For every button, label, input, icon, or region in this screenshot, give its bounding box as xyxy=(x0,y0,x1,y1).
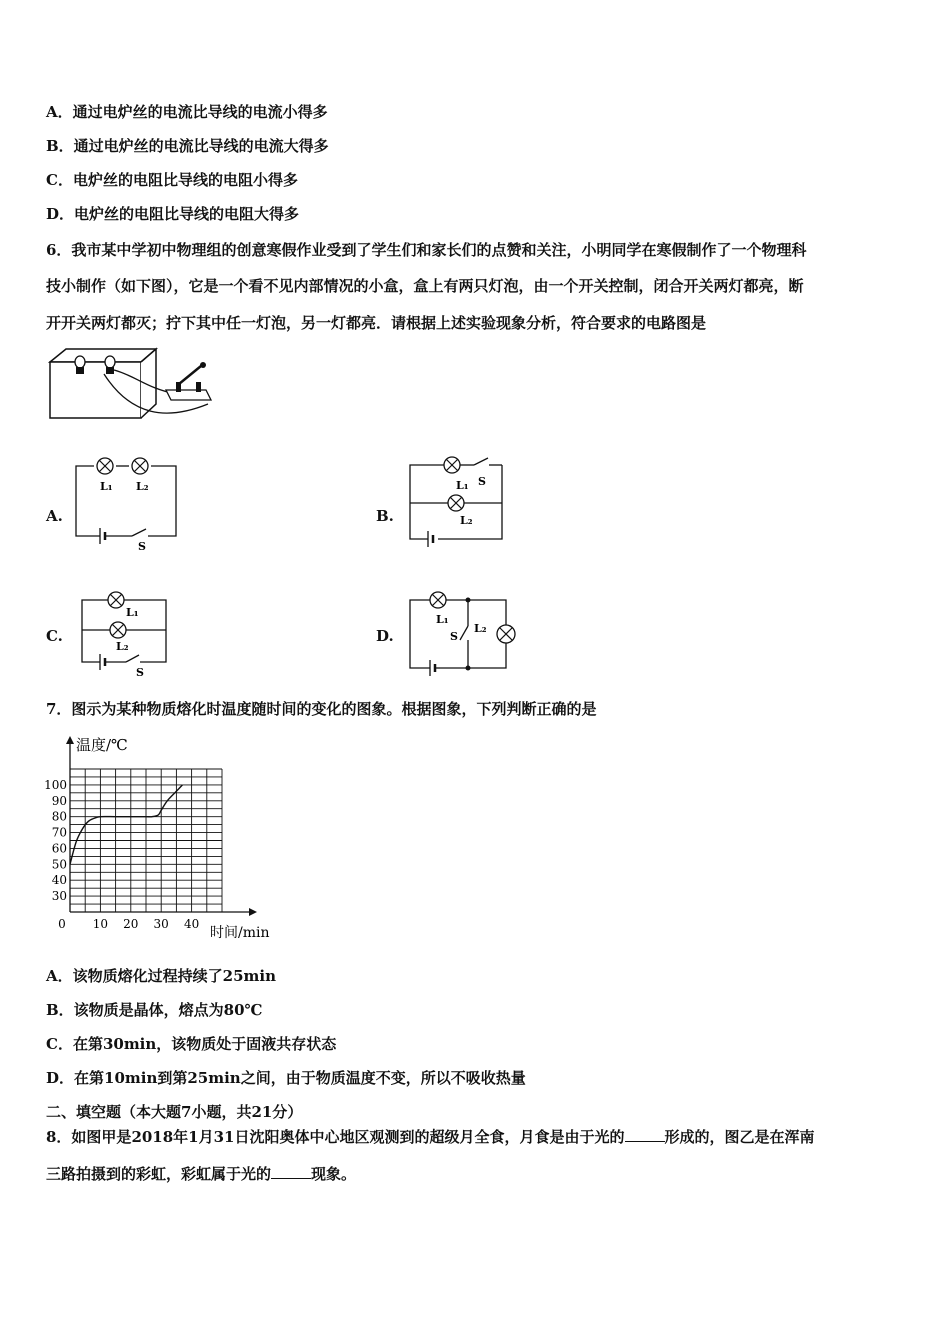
q6-option-b-label: B. xyxy=(376,507,394,525)
q6-option-a-label: A. xyxy=(46,507,63,525)
q5-option-b: B．通过电炉丝的电流比导线的电流大得多 xyxy=(46,137,329,155)
battery-icon xyxy=(428,531,433,547)
lamp-l1-label: L₁ xyxy=(126,606,139,619)
melting-chart xyxy=(40,730,290,945)
q7-stem: 7．图示为某种物质熔化时温度随时间的变化的图象。根据图象，下列判断正确的是 xyxy=(46,700,597,718)
q8-line2 xyxy=(46,1163,356,1185)
x-tick-label: 0 xyxy=(58,917,66,931)
q8-blank-2[interactable] xyxy=(271,1164,311,1179)
x-tick-label: 40 xyxy=(183,917,200,931)
q6-option-c-label: C. xyxy=(46,627,63,645)
y-tick-label: 70 xyxy=(51,825,67,840)
q5-option-d: D．电炉丝的电阻比导线的电阻大得多 xyxy=(46,205,300,223)
q7-option-c: C．在第30min，该物质处于固液共存状态 xyxy=(46,1035,337,1053)
y-axis-label: 温度/℃ xyxy=(76,736,128,754)
lamp-l1-icon xyxy=(444,457,460,473)
chart-grid xyxy=(70,769,222,912)
switch-label: S xyxy=(138,540,146,553)
y-axis-arrow xyxy=(66,736,74,744)
x-tick-label: 10 xyxy=(92,917,109,931)
switch-icon xyxy=(126,655,139,662)
lamp-l2-label: L₂ xyxy=(116,640,129,653)
q8-blank-1[interactable] xyxy=(625,1127,665,1142)
lamp-l1-label: L₁ xyxy=(100,480,113,493)
q5-option-a: A．通过电炉丝的电流比导线的电流小得多 xyxy=(46,103,328,121)
q8-line1-part1: 8．如图甲是2018年1月31日沈阳奥体中心地区观测到的超级月全食，月食是由于光的 xyxy=(46,1128,625,1146)
q6-stem-line1: 6．我市某中学初中物理组的创意寒假作业受到了学生们和家长们的点赞和关注，小明同学在寒假制作了一个物理科 xyxy=(46,241,807,259)
knife-switch-icon xyxy=(166,362,211,400)
lamp-l1-icon xyxy=(97,458,113,474)
lamp-l2-icon xyxy=(132,458,148,474)
battery-icon xyxy=(100,654,105,670)
x-axis-label: 时间/min xyxy=(210,925,270,941)
q6-box-figure xyxy=(46,346,221,426)
battery-icon xyxy=(430,660,435,676)
y-tick-label: 60 xyxy=(51,841,67,856)
switch-label: S xyxy=(478,475,486,488)
lamp-l2-label: L₂ xyxy=(136,480,149,493)
q6-stem-line3: 开开关两灯都灭；拧下其中任一灯泡，另一灯都亮．请根据上述实验现象分析，符合要求的电路图是 xyxy=(46,314,707,332)
y-tick-label: 90 xyxy=(51,793,67,808)
q7-option-b: B．该物质是晶体，熔点为80℃ xyxy=(46,1001,263,1019)
section-heading: 二、填空题（本大题7小题，共21分） xyxy=(46,1103,303,1121)
q6-option-d-label: D. xyxy=(376,627,394,645)
lamp-l2-icon xyxy=(497,625,515,643)
lamp-l2-icon xyxy=(110,622,126,638)
x-tick-label: 30 xyxy=(153,917,169,931)
y-tick-label: 50 xyxy=(51,857,67,872)
q5-option-c: C．电炉丝的电阻比导线的电阻小得多 xyxy=(46,171,298,189)
lamp-l1-icon xyxy=(430,592,446,608)
q7-option-d: D．在第10min到第25min之间，由于物质温度不变，所以不吸收热量 xyxy=(46,1069,526,1087)
lamp-l2-label: L₂ xyxy=(474,622,487,635)
y-tick-label: 80 xyxy=(51,809,67,824)
y-tick-label: 100 xyxy=(44,777,67,792)
switch-icon xyxy=(132,529,146,536)
q6-circuit-d xyxy=(404,590,529,682)
q7-option-a: A．该物质熔化过程持续了25min xyxy=(46,967,276,985)
switch-label: S xyxy=(450,630,458,643)
box-bulb-right-icon xyxy=(105,356,115,374)
lamp-l1-icon xyxy=(108,592,124,608)
lamp-l2-icon xyxy=(448,495,464,511)
y-tick-label: 40 xyxy=(51,873,67,888)
y-tick-label: 30 xyxy=(51,889,67,904)
battery-icon xyxy=(100,528,105,544)
q6-circuit-c xyxy=(78,590,173,682)
q8-line2-part2: 现象。 xyxy=(311,1165,357,1183)
lamp-l1-label: L₁ xyxy=(436,613,449,626)
switch-icon xyxy=(474,458,488,465)
q8-line1 xyxy=(46,1126,815,1148)
x-tick-label: 20 xyxy=(123,917,139,931)
q6-circuit-a xyxy=(72,456,182,552)
box-bulb-left-icon xyxy=(75,356,85,374)
q8-line2-part1: 三路拍摄到的彩虹，彩虹属于光的 xyxy=(46,1165,272,1183)
q6-circuit-b xyxy=(404,455,509,551)
switch-label: S xyxy=(136,666,144,679)
x-axis-arrow xyxy=(249,908,257,916)
q8-line1-part2: 形成的，图乙是在浑南 xyxy=(664,1128,815,1146)
switch-icon xyxy=(460,626,468,640)
q6-stem-line2: 技小制作（如下图），它是一个看不见内部情况的小盒，盒上有两只灯泡，由一个开关控制，闭合开关两灯都亮，断 xyxy=(46,277,804,295)
lamp-l2-label: L₂ xyxy=(460,514,473,527)
lamp-l1-label: L₁ xyxy=(456,479,469,492)
